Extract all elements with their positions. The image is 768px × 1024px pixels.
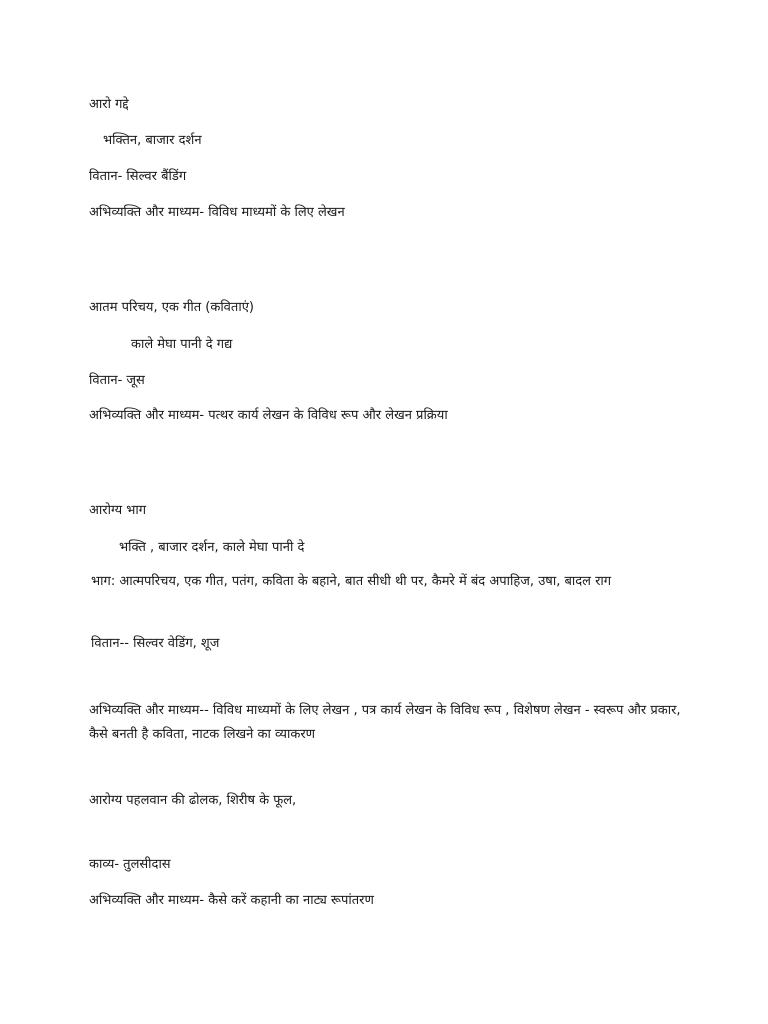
kavya-line: काव्य- तुलसीदास <box>89 857 171 872</box>
bhag-poetry-list: भाग: आत्मपरिचय, एक गीत, पतंग, कविता के बहाने, बात सीधी थी पर, कैमरे में बंद अपाहिज, उषा, बादल राग <box>91 574 612 589</box>
vitan-line-3: वितान-- सिल्वर वेडिंग, शूज <box>91 636 220 651</box>
abhivyakti-line-1: अभिव्यक्ति और माध्यम- विविध माध्यमों के लिए लेखन <box>89 205 345 220</box>
section-heading-3: आरोग्य भाग <box>89 503 147 518</box>
vitan-line-2: वितान- जूस <box>89 373 145 388</box>
vitan-line-1: वितान- सिल्वर बैंडिंग <box>89 169 187 184</box>
prose-topics-2: काले मेघा पानी दे गद्य <box>131 337 233 352</box>
abhivyakti-line-3: अभिव्यक्ति और माध्यम-- विविध माध्यमों के लिए लेखन , पत्र कार्य लेखन के विविध रूप , विशेषण लेखन - स्वरूप और प्रकार, कैसे बनती है कविता, नाटक लिखने का व्याकरण <box>89 703 681 742</box>
section-heading-2: आतम परिचय, एक गीत (कविताएं) <box>89 300 254 315</box>
arogya-prose-line: आरोग्य पहलवान की ढोलक, शिरीष के फूल, <box>89 793 297 808</box>
section-heading-1: आरो गद्दे <box>89 97 129 112</box>
abhivyakti-line-4: अभिव्यक्ति और माध्यम- कैसे करें कहानी का नाट्य रूपांतरण <box>89 893 374 908</box>
abhivyakti-line-2: अभिव्यक्ति और माध्यम- पत्थर कार्य लेखन के विविध रूप और लेखन प्रक्रिया <box>89 408 448 423</box>
prose-topics-3: भक्ति , बाजार दर्शन, काले मेघा पानी दे <box>119 540 305 555</box>
prose-topics-1: भक्तिन, बाजार दर्शन <box>103 133 202 148</box>
